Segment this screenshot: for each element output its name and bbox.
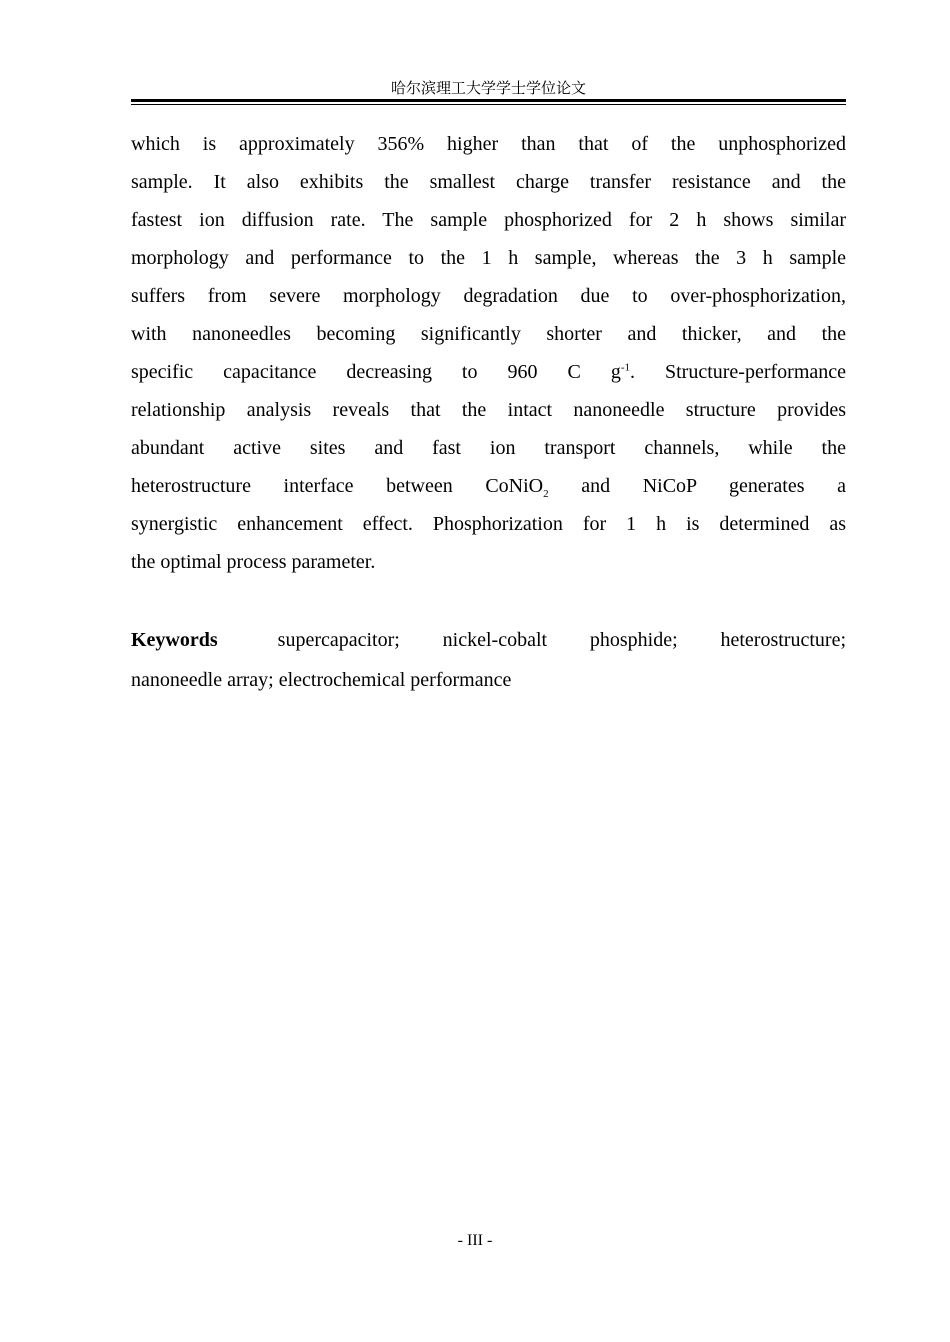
abstract-line: morphology and performance to the 1 h sample, whereas the 3 h sample — [131, 247, 846, 269]
header-rule-thick — [131, 99, 846, 102]
abstract-line: which is approximately 356% higher than that of the unphosphorized — [131, 133, 846, 155]
section-gap — [131, 581, 846, 620]
page-header — [131, 78, 846, 104]
abstract-body — [131, 125, 846, 700]
keywords-line: nanoneedle array; electrochemical performance — [131, 669, 512, 691]
abstract-line: suffers from severe morphology degradation due to over-phosphorization, — [131, 285, 846, 307]
abstract-line: the optimal process parameter. — [131, 551, 376, 573]
abstract-line — [131, 353, 846, 391]
keywords-text: supercapacitor; nickel-cobalt phosphide; heterostructure; — [277, 629, 846, 651]
abstract-line: relationship analysis reveals that the intact nanoneedle structure provides — [131, 399, 846, 421]
abstract-line: abundant active sites and fast ion transport channels, while the — [131, 437, 846, 459]
formula-subscript: 2 — [543, 488, 549, 500]
abstract-line — [131, 467, 846, 505]
header-title: 哈尔滨理工大学学士学位论文 — [390, 79, 586, 97]
abstract-line: with nanoneedles becoming significantly shorter and thicker, and the — [131, 323, 846, 345]
abstract-text: specific capacitance decreasing to 960 C g — [131, 361, 621, 383]
abstract-line: fastest ion diffusion rate. The sample phosphorized for 2 h shows similar — [131, 209, 846, 231]
header-rule-thin — [131, 104, 846, 105]
abstract-text: and NiCoP generates a — [548, 475, 847, 497]
abstract-text: . Structure-performance — [630, 361, 847, 383]
abstract-line: sample. It also exhibits the smallest charge transfer resistance and the — [131, 171, 846, 193]
unit-superscript: -1 — [620, 361, 630, 374]
keywords-line — [131, 620, 846, 660]
keywords-section — [131, 620, 846, 700]
keywords-label: Keywords — [131, 629, 218, 651]
page-number: - III - — [457, 1232, 493, 1249]
abstract-text: heterostructure interface between CoNiO — [131, 475, 544, 497]
abstract-line: synergistic enhancement effect. Phosphorization for 1 h is determined as — [131, 513, 846, 535]
